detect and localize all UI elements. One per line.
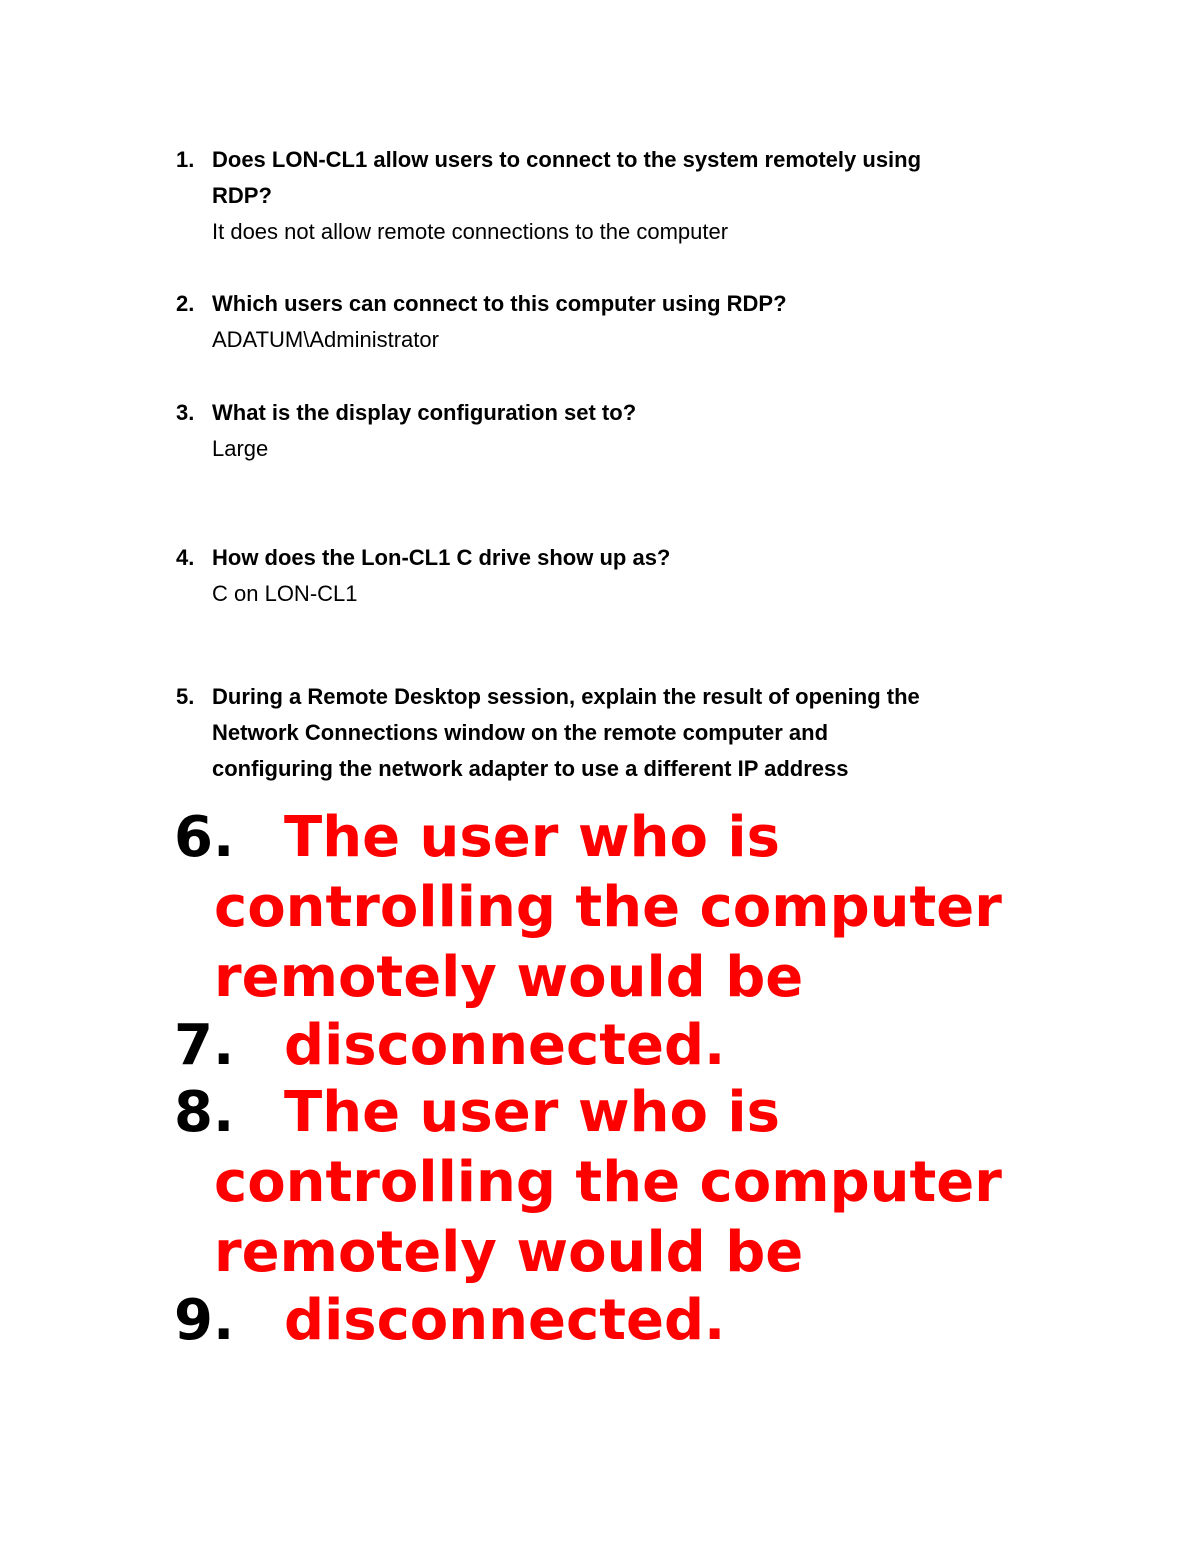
question-text-line: Which users can connect to this computer using RDP? [212,291,787,316]
answer-text-line: controlling the computer [214,1150,1002,1215]
question-number: 4. [176,545,195,570]
question-answer: It does not allow remote connections to the computer [212,219,729,244]
question-body [212,142,1032,250]
answer-text-line: remotely would be [214,945,804,1010]
question-answer: Large [212,436,269,461]
question-body [212,540,1032,612]
question-answer: C on LON-CL1 [212,581,358,606]
answer-number: 9. [174,1288,235,1353]
question-answer: ADATUM\Administrator [212,327,439,352]
question-body [212,395,1032,467]
answer-text-line: The user who is [284,1080,780,1145]
question-number: 5. [176,684,195,709]
question-text-line: Does LON-CL1 allow users to connect to the system remotely using [212,147,922,172]
question-body [212,286,1032,358]
answer-number: 7. [174,1013,235,1078]
question-text-line: Network Connections window on the remote computer and [212,720,829,745]
answer-number: 8. [174,1080,235,1145]
question-text-line: How does the Lon-CL1 C drive show up as? [212,545,671,570]
question-text-line: What is the display configuration set to? [212,400,637,425]
question-number: 3. [176,400,195,425]
question-text-line: configuring the network adapter to use a different IP address [212,756,849,781]
answer-text-line: The user who is [284,805,780,870]
question-text-line: RDP? [212,183,272,208]
answer-text-line: controlling the computer [214,875,1002,940]
answer-text-line: disconnected. [284,1013,726,1078]
question-number: 2. [176,291,195,316]
answer-text-line: remotely would be [214,1220,804,1285]
answer-text-line: disconnected. [284,1288,726,1353]
question-number: 1. [176,147,195,172]
question-body [212,679,1032,787]
answer-number: 6. [174,805,235,870]
question-text-line: During a Remote Desktop session, explain the result of opening the [212,684,920,709]
